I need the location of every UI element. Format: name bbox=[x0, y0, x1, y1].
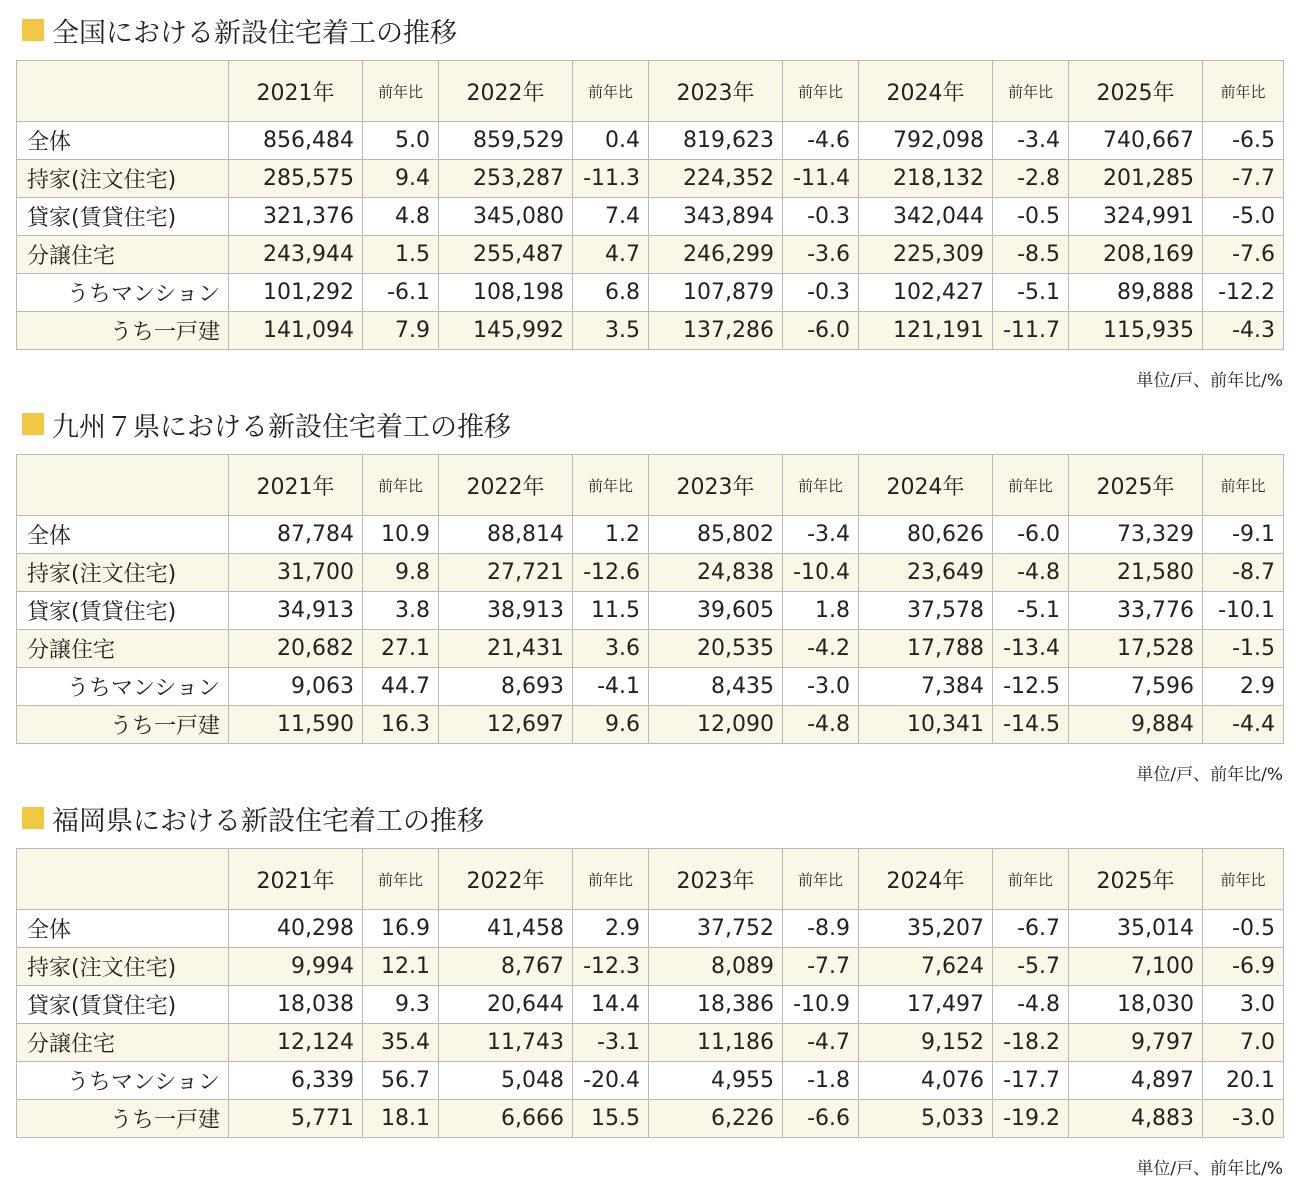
value-cell: 9,994 bbox=[229, 948, 363, 986]
table-row bbox=[17, 1100, 1284, 1138]
yoy-cell: 2.9 bbox=[1203, 668, 1284, 706]
value-cell: 41,458 bbox=[439, 910, 573, 948]
yoy-cell: -6.9 bbox=[1203, 948, 1284, 986]
value-cell: 6,226 bbox=[649, 1100, 783, 1138]
value-cell: 20,535 bbox=[649, 630, 783, 668]
yoy-cell: -3.0 bbox=[783, 668, 859, 706]
value-cell: 224,352 bbox=[649, 160, 783, 198]
value-cell: 141,094 bbox=[229, 312, 363, 350]
value-cell: 37,578 bbox=[859, 592, 993, 630]
value-cell: 88,814 bbox=[439, 516, 573, 554]
yoy-cell: 7.4 bbox=[573, 198, 649, 236]
yoy-cell: 7.9 bbox=[363, 312, 439, 350]
yoy-cell: 3.0 bbox=[1203, 986, 1284, 1024]
yoy-cell: -1.5 bbox=[1203, 630, 1284, 668]
yoy-cell: -10.9 bbox=[783, 986, 859, 1024]
yoy-cell: -5.1 bbox=[993, 274, 1069, 312]
row-label: 貸家(賃貸住宅) bbox=[17, 592, 229, 630]
value-cell: 792,098 bbox=[859, 122, 993, 160]
yoy-cell: -7.7 bbox=[1203, 160, 1284, 198]
yoy-cell: 20.1 bbox=[1203, 1062, 1284, 1100]
value-cell: 80,626 bbox=[859, 516, 993, 554]
value-cell: 17,528 bbox=[1069, 630, 1203, 668]
header-yoy: 前年比 bbox=[993, 61, 1069, 122]
value-cell: 18,386 bbox=[649, 986, 783, 1024]
yoy-cell: -8.7 bbox=[1203, 554, 1284, 592]
yoy-cell: -6.7 bbox=[993, 910, 1069, 948]
row-label: 分譲住宅 bbox=[17, 236, 229, 274]
row-label: 全体 bbox=[17, 910, 229, 948]
square-bullet-icon bbox=[22, 413, 44, 435]
value-cell: 24,838 bbox=[649, 554, 783, 592]
value-cell: 38,913 bbox=[439, 592, 573, 630]
section-title bbox=[22, 800, 484, 836]
yoy-cell: 0.4 bbox=[573, 122, 649, 160]
yoy-cell: 3.8 bbox=[363, 592, 439, 630]
header-year: 2021年 bbox=[229, 61, 363, 122]
yoy-cell: -12.6 bbox=[573, 554, 649, 592]
value-cell: 4,955 bbox=[649, 1062, 783, 1100]
yoy-cell: -4.4 bbox=[1203, 706, 1284, 744]
unit-note: 単位/戸、前年比/% bbox=[1136, 1159, 1283, 1179]
yoy-cell: -10.4 bbox=[783, 554, 859, 592]
row-label: 貸家(賃貸住宅) bbox=[17, 198, 229, 236]
header-yoy: 前年比 bbox=[783, 455, 859, 516]
section-title-text: 九州７県における新設住宅着工の推移 bbox=[52, 411, 511, 443]
row-label: 分譲住宅 bbox=[17, 1024, 229, 1062]
yoy-cell: -4.8 bbox=[783, 706, 859, 744]
value-cell: 137,286 bbox=[649, 312, 783, 350]
yoy-cell: -4.1 bbox=[573, 668, 649, 706]
header-year: 2023年 bbox=[649, 849, 783, 910]
section-2 bbox=[0, 406, 1300, 791]
value-cell: 740,667 bbox=[1069, 122, 1203, 160]
value-cell: 12,090 bbox=[649, 706, 783, 744]
value-cell: 4,076 bbox=[859, 1062, 993, 1100]
value-cell: 345,080 bbox=[439, 198, 573, 236]
yoy-cell: -6.1 bbox=[363, 274, 439, 312]
value-cell: 18,038 bbox=[229, 986, 363, 1024]
yoy-cell: 1.2 bbox=[573, 516, 649, 554]
value-cell: 4,883 bbox=[1069, 1100, 1203, 1138]
value-cell: 342,044 bbox=[859, 198, 993, 236]
table-row bbox=[17, 592, 1284, 630]
value-cell: 343,894 bbox=[649, 198, 783, 236]
row-label: 貸家(賃貸住宅) bbox=[17, 986, 229, 1024]
value-cell: 39,605 bbox=[649, 592, 783, 630]
table-row bbox=[17, 122, 1284, 160]
row-label: 持家(注文住宅) bbox=[17, 160, 229, 198]
yoy-cell: 4.7 bbox=[573, 236, 649, 274]
section-title bbox=[22, 12, 457, 48]
header-corner-cell bbox=[17, 61, 229, 122]
table-row bbox=[17, 1062, 1284, 1100]
yoy-cell: -3.4 bbox=[783, 516, 859, 554]
value-cell: 246,299 bbox=[649, 236, 783, 274]
table-row bbox=[17, 1024, 1284, 1062]
value-cell: 17,497 bbox=[859, 986, 993, 1024]
yoy-cell: 12.1 bbox=[363, 948, 439, 986]
value-cell: 107,879 bbox=[649, 274, 783, 312]
value-cell: 7,624 bbox=[859, 948, 993, 986]
header-year: 2021年 bbox=[229, 455, 363, 516]
square-bullet-icon bbox=[22, 19, 44, 41]
table-row bbox=[17, 668, 1284, 706]
yoy-cell: -0.3 bbox=[783, 198, 859, 236]
value-cell: 11,743 bbox=[439, 1024, 573, 1062]
section-title bbox=[22, 406, 511, 442]
value-cell: 243,944 bbox=[229, 236, 363, 274]
value-cell: 40,298 bbox=[229, 910, 363, 948]
row-label: 分譲住宅 bbox=[17, 630, 229, 668]
table-row bbox=[17, 312, 1284, 350]
value-cell: 5,033 bbox=[859, 1100, 993, 1138]
value-cell: 11,186 bbox=[649, 1024, 783, 1062]
yoy-cell: 35.4 bbox=[363, 1024, 439, 1062]
yoy-cell: 7.0 bbox=[1203, 1024, 1284, 1062]
header-year: 2025年 bbox=[1069, 61, 1203, 122]
yoy-cell: 9.8 bbox=[363, 554, 439, 592]
section-title-text: 全国における新設住宅着工の推移 bbox=[52, 17, 457, 49]
section-3 bbox=[0, 800, 1300, 1185]
value-cell: 7,596 bbox=[1069, 668, 1203, 706]
header-corner-cell bbox=[17, 455, 229, 516]
table-row bbox=[17, 198, 1284, 236]
value-cell: 73,329 bbox=[1069, 516, 1203, 554]
yoy-cell: -3.4 bbox=[993, 122, 1069, 160]
header-year: 2024年 bbox=[859, 455, 993, 516]
value-cell: 89,888 bbox=[1069, 274, 1203, 312]
value-cell: 5,048 bbox=[439, 1062, 573, 1100]
housing-starts-table bbox=[16, 454, 1284, 744]
value-cell: 9,152 bbox=[859, 1024, 993, 1062]
value-cell: 35,207 bbox=[859, 910, 993, 948]
yoy-cell: -4.8 bbox=[993, 986, 1069, 1024]
yoy-cell: 11.5 bbox=[573, 592, 649, 630]
yoy-cell: -4.6 bbox=[783, 122, 859, 160]
yoy-cell: 18.1 bbox=[363, 1100, 439, 1138]
table-row bbox=[17, 630, 1284, 668]
housing-starts-table bbox=[16, 848, 1284, 1138]
yoy-cell: 6.8 bbox=[573, 274, 649, 312]
row-label: 持家(注文住宅) bbox=[17, 554, 229, 592]
row-label: うち一戸建 bbox=[17, 706, 229, 744]
yoy-cell: -8.5 bbox=[993, 236, 1069, 274]
yoy-cell: -9.1 bbox=[1203, 516, 1284, 554]
value-cell: 324,991 bbox=[1069, 198, 1203, 236]
yoy-cell: 9.6 bbox=[573, 706, 649, 744]
header-yoy: 前年比 bbox=[1203, 455, 1284, 516]
yoy-cell: -18.2 bbox=[993, 1024, 1069, 1062]
section-title-text: 福岡県における新設住宅着工の推移 bbox=[52, 805, 484, 837]
header-yoy: 前年比 bbox=[993, 849, 1069, 910]
value-cell: 285,575 bbox=[229, 160, 363, 198]
value-cell: 17,788 bbox=[859, 630, 993, 668]
header-year: 2025年 bbox=[1069, 849, 1203, 910]
row-label: 全体 bbox=[17, 122, 229, 160]
header-year: 2023年 bbox=[649, 455, 783, 516]
yoy-cell: -14.5 bbox=[993, 706, 1069, 744]
table-header-row bbox=[17, 455, 1284, 516]
value-cell: 121,191 bbox=[859, 312, 993, 350]
value-cell: 321,376 bbox=[229, 198, 363, 236]
value-cell: 145,992 bbox=[439, 312, 573, 350]
row-label: うちマンション bbox=[17, 274, 229, 312]
header-year: 2023年 bbox=[649, 61, 783, 122]
header-yoy: 前年比 bbox=[363, 61, 439, 122]
row-label: うち一戸建 bbox=[17, 1100, 229, 1138]
yoy-cell: 44.7 bbox=[363, 668, 439, 706]
yoy-cell: 56.7 bbox=[363, 1062, 439, 1100]
yoy-cell: -0.3 bbox=[783, 274, 859, 312]
yoy-cell: -6.0 bbox=[783, 312, 859, 350]
value-cell: 218,132 bbox=[859, 160, 993, 198]
table-row bbox=[17, 706, 1284, 744]
value-cell: 9,063 bbox=[229, 668, 363, 706]
yoy-cell: -7.7 bbox=[783, 948, 859, 986]
value-cell: 11,590 bbox=[229, 706, 363, 744]
yoy-cell: -4.3 bbox=[1203, 312, 1284, 350]
value-cell: 819,623 bbox=[649, 122, 783, 160]
yoy-cell: 4.8 bbox=[363, 198, 439, 236]
value-cell: 18,030 bbox=[1069, 986, 1203, 1024]
value-cell: 20,682 bbox=[229, 630, 363, 668]
yoy-cell: -3.1 bbox=[573, 1024, 649, 1062]
value-cell: 27,721 bbox=[439, 554, 573, 592]
value-cell: 108,198 bbox=[439, 274, 573, 312]
value-cell: 20,644 bbox=[439, 986, 573, 1024]
header-yoy: 前年比 bbox=[573, 455, 649, 516]
yoy-cell: 1.8 bbox=[783, 592, 859, 630]
yoy-cell: 3.5 bbox=[573, 312, 649, 350]
yoy-cell: -1.8 bbox=[783, 1062, 859, 1100]
value-cell: 6,339 bbox=[229, 1062, 363, 1100]
header-year: 2022年 bbox=[439, 455, 573, 516]
value-cell: 5,771 bbox=[229, 1100, 363, 1138]
value-cell: 255,487 bbox=[439, 236, 573, 274]
yoy-cell: -13.4 bbox=[993, 630, 1069, 668]
row-label: うち一戸建 bbox=[17, 312, 229, 350]
yoy-cell: 5.0 bbox=[363, 122, 439, 160]
section-1 bbox=[0, 12, 1300, 397]
value-cell: 7,384 bbox=[859, 668, 993, 706]
header-year: 2022年 bbox=[439, 849, 573, 910]
value-cell: 23,649 bbox=[859, 554, 993, 592]
yoy-cell: -17.7 bbox=[993, 1062, 1069, 1100]
value-cell: 6,666 bbox=[439, 1100, 573, 1138]
header-yoy: 前年比 bbox=[363, 455, 439, 516]
value-cell: 253,287 bbox=[439, 160, 573, 198]
value-cell: 37,752 bbox=[649, 910, 783, 948]
header-yoy: 前年比 bbox=[363, 849, 439, 910]
table-row bbox=[17, 160, 1284, 198]
yoy-cell: 1.5 bbox=[363, 236, 439, 274]
value-cell: 101,292 bbox=[229, 274, 363, 312]
header-yoy: 前年比 bbox=[783, 61, 859, 122]
yoy-cell: 15.5 bbox=[573, 1100, 649, 1138]
yoy-cell: -12.5 bbox=[993, 668, 1069, 706]
yoy-cell: -20.4 bbox=[573, 1062, 649, 1100]
header-year: 2024年 bbox=[859, 61, 993, 122]
unit-note: 単位/戸、前年比/% bbox=[1136, 765, 1283, 785]
header-yoy: 前年比 bbox=[1203, 849, 1284, 910]
value-cell: 8,089 bbox=[649, 948, 783, 986]
yoy-cell: 10.9 bbox=[363, 516, 439, 554]
table-row bbox=[17, 986, 1284, 1024]
table-row bbox=[17, 516, 1284, 554]
value-cell: 8,435 bbox=[649, 668, 783, 706]
yoy-cell: 9.3 bbox=[363, 986, 439, 1024]
header-yoy: 前年比 bbox=[573, 849, 649, 910]
value-cell: 35,014 bbox=[1069, 910, 1203, 948]
value-cell: 85,802 bbox=[649, 516, 783, 554]
square-bullet-icon bbox=[22, 807, 44, 829]
value-cell: 102,427 bbox=[859, 274, 993, 312]
header-yoy: 前年比 bbox=[573, 61, 649, 122]
header-yoy: 前年比 bbox=[993, 455, 1069, 516]
row-label: 全体 bbox=[17, 516, 229, 554]
value-cell: 9,884 bbox=[1069, 706, 1203, 744]
header-year: 2021年 bbox=[229, 849, 363, 910]
yoy-cell: -0.5 bbox=[1203, 910, 1284, 948]
yoy-cell: -5.1 bbox=[993, 592, 1069, 630]
value-cell: 225,309 bbox=[859, 236, 993, 274]
value-cell: 31,700 bbox=[229, 554, 363, 592]
value-cell: 859,529 bbox=[439, 122, 573, 160]
value-cell: 8,767 bbox=[439, 948, 573, 986]
yoy-cell: -3.0 bbox=[1203, 1100, 1284, 1138]
yoy-cell: -0.5 bbox=[993, 198, 1069, 236]
yoy-cell: -6.6 bbox=[783, 1100, 859, 1138]
value-cell: 21,580 bbox=[1069, 554, 1203, 592]
yoy-cell: -12.2 bbox=[1203, 274, 1284, 312]
header-yoy: 前年比 bbox=[1203, 61, 1284, 122]
header-yoy: 前年比 bbox=[783, 849, 859, 910]
housing-starts-table bbox=[16, 60, 1284, 350]
value-cell: 10,341 bbox=[859, 706, 993, 744]
yoy-cell: -4.7 bbox=[783, 1024, 859, 1062]
table-row bbox=[17, 274, 1284, 312]
yoy-cell: -11.7 bbox=[993, 312, 1069, 350]
yoy-cell: -5.7 bbox=[993, 948, 1069, 986]
yoy-cell: -6.0 bbox=[993, 516, 1069, 554]
table-header-row bbox=[17, 849, 1284, 910]
value-cell: 21,431 bbox=[439, 630, 573, 668]
yoy-cell: -11.4 bbox=[783, 160, 859, 198]
value-cell: 201,285 bbox=[1069, 160, 1203, 198]
value-cell: 4,897 bbox=[1069, 1062, 1203, 1100]
yoy-cell: -6.5 bbox=[1203, 122, 1284, 160]
header-year: 2022年 bbox=[439, 61, 573, 122]
table-row bbox=[17, 910, 1284, 948]
header-corner-cell bbox=[17, 849, 229, 910]
yoy-cell: 9.4 bbox=[363, 160, 439, 198]
yoy-cell: -4.2 bbox=[783, 630, 859, 668]
yoy-cell: -5.0 bbox=[1203, 198, 1284, 236]
value-cell: 87,784 bbox=[229, 516, 363, 554]
row-label: 持家(注文住宅) bbox=[17, 948, 229, 986]
row-label: うちマンション bbox=[17, 1062, 229, 1100]
value-cell: 12,697 bbox=[439, 706, 573, 744]
value-cell: 33,776 bbox=[1069, 592, 1203, 630]
value-cell: 8,693 bbox=[439, 668, 573, 706]
unit-note: 単位/戸、前年比/% bbox=[1136, 371, 1283, 391]
value-cell: 208,169 bbox=[1069, 236, 1203, 274]
yoy-cell: 3.6 bbox=[573, 630, 649, 668]
row-label: うちマンション bbox=[17, 668, 229, 706]
yoy-cell: 2.9 bbox=[573, 910, 649, 948]
table-row bbox=[17, 236, 1284, 274]
value-cell: 7,100 bbox=[1069, 948, 1203, 986]
yoy-cell: -19.2 bbox=[993, 1100, 1069, 1138]
value-cell: 9,797 bbox=[1069, 1024, 1203, 1062]
value-cell: 856,484 bbox=[229, 122, 363, 160]
yoy-cell: -8.9 bbox=[783, 910, 859, 948]
yoy-cell: 16.3 bbox=[363, 706, 439, 744]
yoy-cell: 16.9 bbox=[363, 910, 439, 948]
yoy-cell: -10.1 bbox=[1203, 592, 1284, 630]
table-header-row bbox=[17, 61, 1284, 122]
value-cell: 115,935 bbox=[1069, 312, 1203, 350]
yoy-cell: 27.1 bbox=[363, 630, 439, 668]
value-cell: 12,124 bbox=[229, 1024, 363, 1062]
yoy-cell: -7.6 bbox=[1203, 236, 1284, 274]
yoy-cell: -11.3 bbox=[573, 160, 649, 198]
table-row bbox=[17, 554, 1284, 592]
header-year: 2025年 bbox=[1069, 455, 1203, 516]
yoy-cell: -4.8 bbox=[993, 554, 1069, 592]
yoy-cell: -3.6 bbox=[783, 236, 859, 274]
header-year: 2024年 bbox=[859, 849, 993, 910]
yoy-cell: 14.4 bbox=[573, 986, 649, 1024]
table-row bbox=[17, 948, 1284, 986]
yoy-cell: -12.3 bbox=[573, 948, 649, 986]
value-cell: 34,913 bbox=[229, 592, 363, 630]
yoy-cell: -2.8 bbox=[993, 160, 1069, 198]
